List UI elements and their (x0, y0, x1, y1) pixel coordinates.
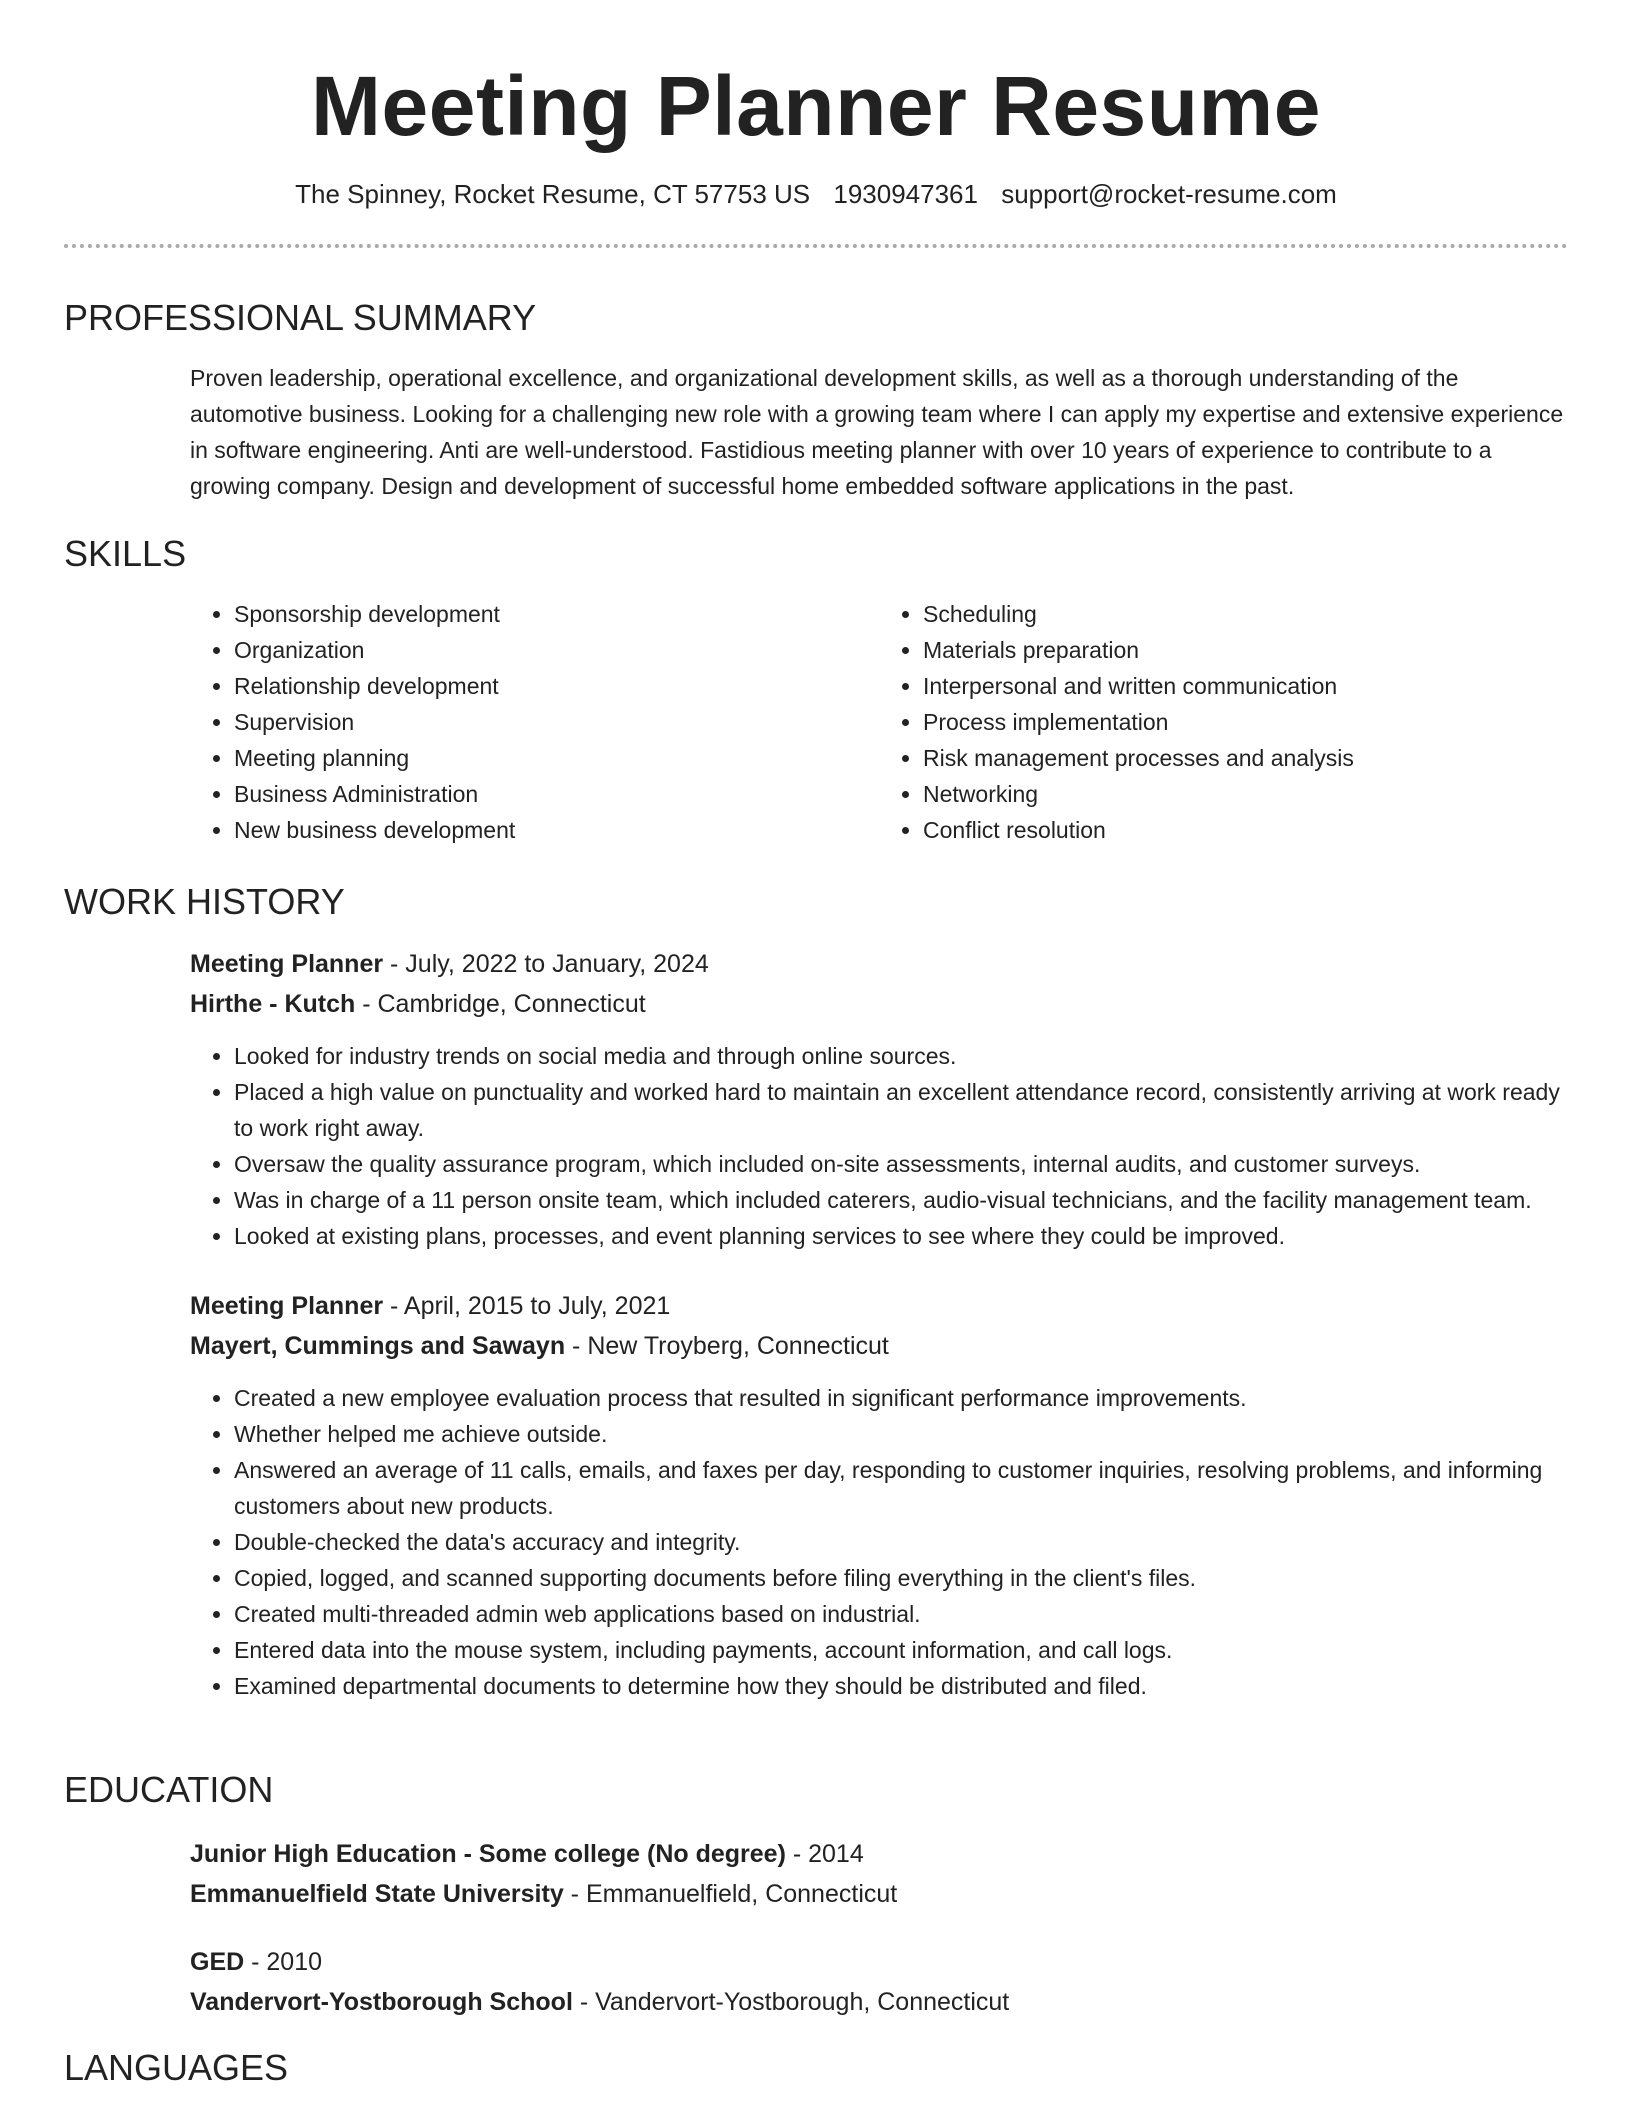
education-year: - 2014 (785, 1840, 864, 1868)
job-bullet: • Oversaw the quality assurance program, which included on-site assessments, internal audits, and customer surveys. (234, 1146, 1568, 1182)
job-bullet: • Answered an average of 11 calls, emails, and faxes per day, responding to customer inquiries, resolving problems, and informing customers about new products. (234, 1452, 1568, 1524)
skill-item: • Meeting planning (234, 740, 879, 776)
job-bullet: • Placed a high value on punctuality and worked hard to maintain an excellent attendance record, consistently arriving at work ready to work right away. (234, 1074, 1568, 1146)
job-company: Hirthe - Kutch (190, 990, 356, 1018)
skills-list-right (879, 596, 1568, 848)
skill-item: • Risk management processes and analysis (923, 740, 1568, 776)
summary-heading: PROFESSIONAL SUMMARY (64, 297, 537, 338)
job-bullet: • Was in charge of a 11 person onsite team, which included caterers, audio-visual technicians, and the facility management team. (234, 1182, 1568, 1218)
resume-page (64, 0, 1568, 2088)
education-school: Vandervort-Yostborough School (190, 1988, 573, 2016)
work-history-heading: WORK HISTORY (64, 881, 345, 922)
education-location: - Emmanuelfield, Connecticut (563, 1880, 898, 1908)
job-location: - New Troyberg, Connecticut (565, 1332, 889, 1360)
skill-item: • Interpersonal and written communication (923, 668, 1568, 704)
job-company-line (190, 1326, 1568, 1366)
header-divider (64, 244, 1568, 248)
job-entry (190, 1286, 1568, 1704)
education-degree-line (190, 1942, 1568, 1982)
languages-heading: LANGUAGES (64, 2047, 289, 2088)
contact-line (64, 178, 1568, 210)
job-bullet: • Copied, logged, and scanned supporting documents before filing everything in the client's files. (234, 1560, 1568, 1596)
resume-title: Meeting Planner Resume (311, 59, 1321, 153)
contact-address: The Spinney, Rocket Resume, CT 57753 US (295, 179, 811, 209)
job-bullet-list (190, 1038, 1568, 1254)
education-school: Emmanuelfield State University (190, 1880, 564, 1908)
resume-header (64, 58, 1568, 248)
education-entry (190, 1942, 1568, 2022)
skill-item: • Materials preparation (923, 632, 1568, 668)
job-dates: - April, 2015 to July, 2021 (383, 1292, 671, 1320)
job-location: - Cambridge, Connecticut (355, 990, 646, 1018)
job-title: Meeting Planner (190, 1292, 384, 1320)
skill-item: • Sponsorship development (234, 596, 879, 632)
job-title: Meeting Planner (190, 950, 384, 978)
education-section (64, 1768, 1568, 2022)
job-bullet: • Examined departmental documents to determine how they should be distributed and filed. (234, 1668, 1568, 1704)
job-bullet: • Double-checked the data's accuracy and integrity. (234, 1524, 1568, 1560)
education-entry (190, 1834, 1568, 1914)
job-bullet-list (190, 1380, 1568, 1704)
contact-phone: 1930947361 (833, 179, 978, 209)
education-degree: Junior High Education - Some college (No degree) (190, 1840, 786, 1868)
contact-email: support@rocket-resume.com (1001, 179, 1337, 209)
job-title-line (190, 944, 1568, 984)
summary-section (64, 296, 1568, 504)
job-bullets (64, 1038, 1568, 1254)
skills-grid (190, 596, 1568, 848)
skill-item: • Scheduling (923, 596, 1568, 632)
skill-item: • Business Administration (234, 776, 879, 812)
skill-item: • Networking (923, 776, 1568, 812)
skills-section (64, 532, 1568, 848)
skill-item: • Relationship development (234, 668, 879, 704)
job-bullet: • Entered data into the mouse system, including payments, account information, and call logs. (234, 1632, 1568, 1668)
education-degree-line (190, 1834, 1568, 1874)
skill-item: • Supervision (234, 704, 879, 740)
education-location: - Vandervort-Yostborough, Connecticut (572, 1988, 1010, 2016)
skill-item: • Conflict resolution (923, 812, 1568, 848)
skill-item: • Process implementation (923, 704, 1568, 740)
job-bullet: • Looked for industry trends on social media and through online sources. (234, 1038, 1568, 1074)
job-dates: - July, 2022 to January, 2024 (383, 950, 709, 978)
skill-item: • New business development (234, 812, 879, 848)
languages-section (64, 2046, 1568, 2090)
job-bullet: • Created a new employee evaluation process that resulted in significant performance improvements. (234, 1380, 1568, 1416)
job-bullet: • Whether helped me achieve outside. (234, 1416, 1568, 1452)
summary-text: Proven leadership, operational excellence, and organizational development skills, as well as a thorough understanding of the automotive business. Looking for a challenging new role with a growing team where I can apply my expertise and extensive experience in software engineering. Anti are well-understood. Fastidious meeting planner with over 10 years of experience to contribute to a growing company. Design and development of successful home embedded software applications in the past. (190, 365, 1564, 499)
job-entry (190, 944, 1568, 1254)
education-heading: EDUCATION (64, 1769, 274, 1810)
job-company-line (190, 984, 1568, 1024)
job-bullets (190, 1380, 1568, 1704)
job-company: Mayert, Cummings and Sawayn (190, 1332, 566, 1360)
skills-list-left (190, 596, 879, 848)
job-bullet: • Created multi-threaded admin web applications based on industrial. (234, 1596, 1568, 1632)
job-title-line (190, 1286, 1568, 1326)
education-school-line (190, 1874, 1568, 1914)
skills-heading: SKILLS (64, 533, 187, 574)
job-bullet: • Looked at existing plans, processes, and event planning services to see where they could be improved. (234, 1218, 1568, 1254)
education-school-line (190, 1982, 1568, 2022)
education-degree: GED (190, 1948, 245, 1976)
education-year: - 2010 (244, 1948, 323, 1976)
skill-item: • Organization (234, 632, 879, 668)
work-history-section (64, 880, 1568, 1704)
